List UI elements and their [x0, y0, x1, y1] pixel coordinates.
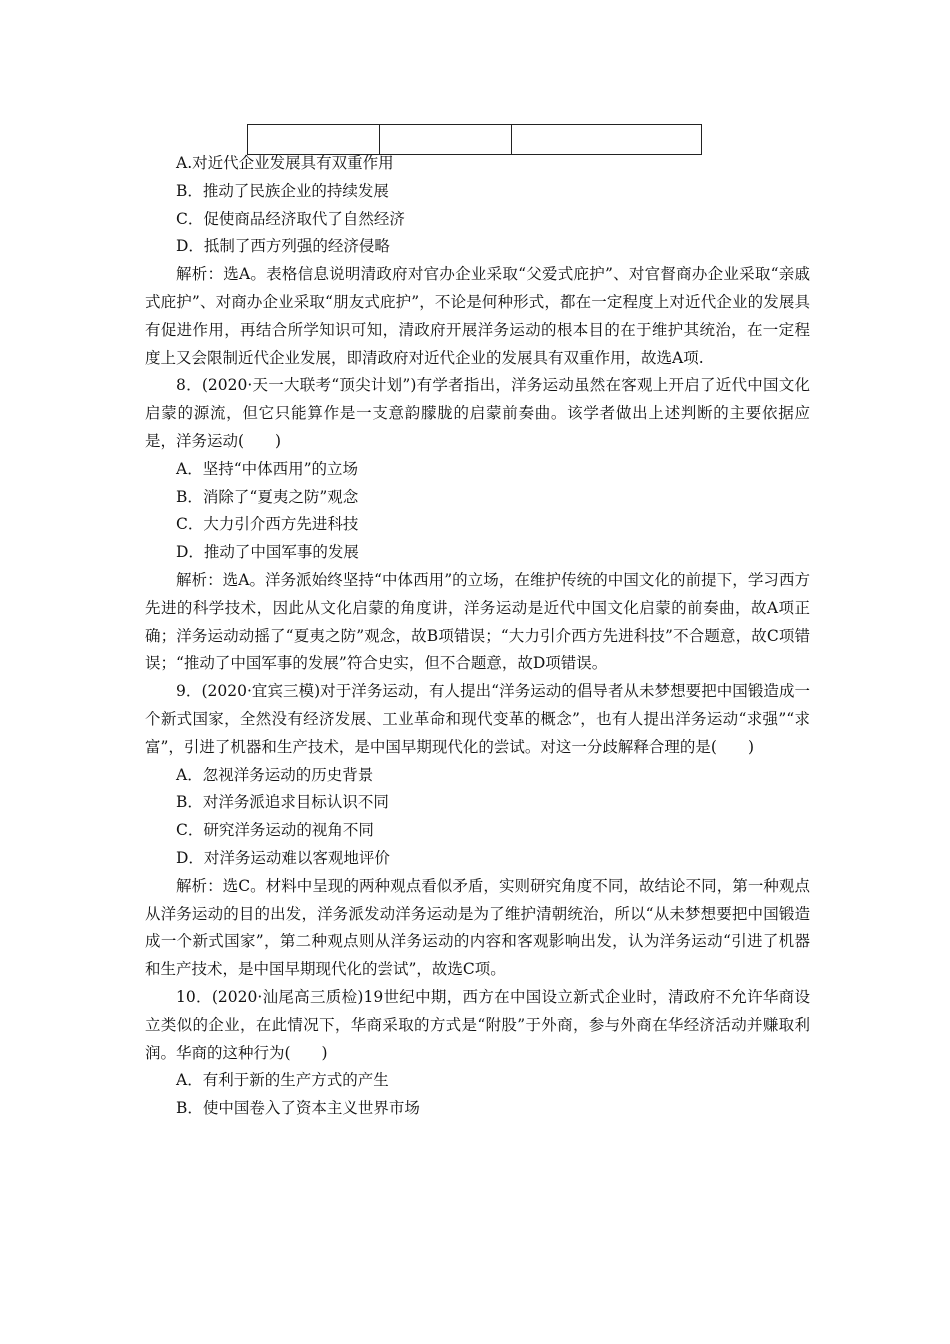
- q7-option-b: B．推动了民族企业的持续发展: [176, 181, 389, 200]
- q9-option-d: D．对洋务运动难以客观地评价: [176, 848, 390, 867]
- document-body: [145, 150, 810, 1123]
- q7-analysis: 解析：选A。表格信息说明清政府对官办企业采取“父爱式庇护”、对官督商办企业采取“亲戚式庇护”、对商办企业采取“朋友式庇护”，不论是何种形式，都在一定程度上对近代企业的发展具有促进作用，再结合所学知识可知，清政府开展洋务运动的根本目的在于维护其统治，在一定程度上又会限制近代企业发展，即清政府对近代企业的发展具有双重作用，故选A项.: [145, 265, 810, 367]
- q8-option-a: A．坚持“中体西用”的立场: [176, 459, 359, 478]
- q8-option-c: C．大力引介西方先进科技: [176, 515, 359, 534]
- q7-option-c: C．促使商品经济取代了自然经济: [176, 209, 405, 228]
- q8-analysis: 解析：选A。洋务派始终坚持“中体西用”的立场，在维护传统的中国文化的前提下，学习西方先进的科学技术，因此从文化启蒙的角度讲，洋务运动是近代中国文化启蒙的前奏曲，故A项正确；洋务运动动摇了“夏夷之防”观念，故B项错误；“大力引介西方先进科技”不合题意，故C项错误；“推动了中国军事的发展”符合史实，但不合题意，故D项错误。: [145, 570, 810, 673]
- q9-option-c: C．研究洋务运动的视角不同: [176, 821, 374, 840]
- q9-stem: 9．(2020·宜宾三模)对于洋务运动，有人提出“洋务运动的倡导者从未梦想要把中国锻造成一个新式国家，全然没有经济发展、工业革命和现代变革的概念”，也有人提出洋务运动“求强”“求富”，引进了机器和生产技术，是中国早期现代化的尝试。对这一分歧解释合理的是( ): [145, 682, 810, 756]
- q10-option-b: B．使中国卷入了资本主义世界市场: [176, 1099, 420, 1118]
- q8-stem: 8．(2020·天一大联考“顶尖计划”)有学者指出，洋务运动虽然在客观上开启了近代中国文化启蒙的源流，但它只能算作是一支意韵朦胧的启蒙前奏曲。该学者做出上述判断的主要依据应是，洋务运动( ): [145, 376, 810, 450]
- q9-option-a: A．忽视洋务运动的历史背景: [176, 765, 374, 784]
- q7-option-a: A.对近代企业发展具有双重作用: [176, 154, 394, 172]
- q8-option-d: D．推动了中国军事的发展: [176, 543, 359, 562]
- q10-option-a: A．有利于新的生产方式的产生: [176, 1071, 389, 1090]
- q9-analysis: 解析：选C。材料中呈现的两种观点看似矛盾，实则研究角度不同，故结论不同，第一种观点从洋务运动的目的出发，洋务派发动洋务运动是为了维护清朝统治，所以“从未梦想要把中国锻造成一个新式国家”，第二种观点则从洋务运动的内容和客观影响出发，认为洋务运动“引进了机器和生产技术，是中国早期现代化的尝试”，故选C项。: [145, 876, 810, 979]
- q9-option-b: B．对洋务派追求目标认识不同: [176, 793, 389, 812]
- q8-option-b: B．消除了“夏夷之防”观念: [176, 487, 359, 506]
- q7-option-d: D．抵制了西方列强的经济侵略: [176, 237, 390, 256]
- q10-stem: 10．(2020·汕尾高三质检)19世纪中期，西方在中国设立新式企业时，清政府不允许华商设立类似的企业，在此情况下，华商采取的方式是“附股”于外商，参与外商在华经济活动并赚取利润。华商的这种行为( ): [145, 987, 810, 1062]
